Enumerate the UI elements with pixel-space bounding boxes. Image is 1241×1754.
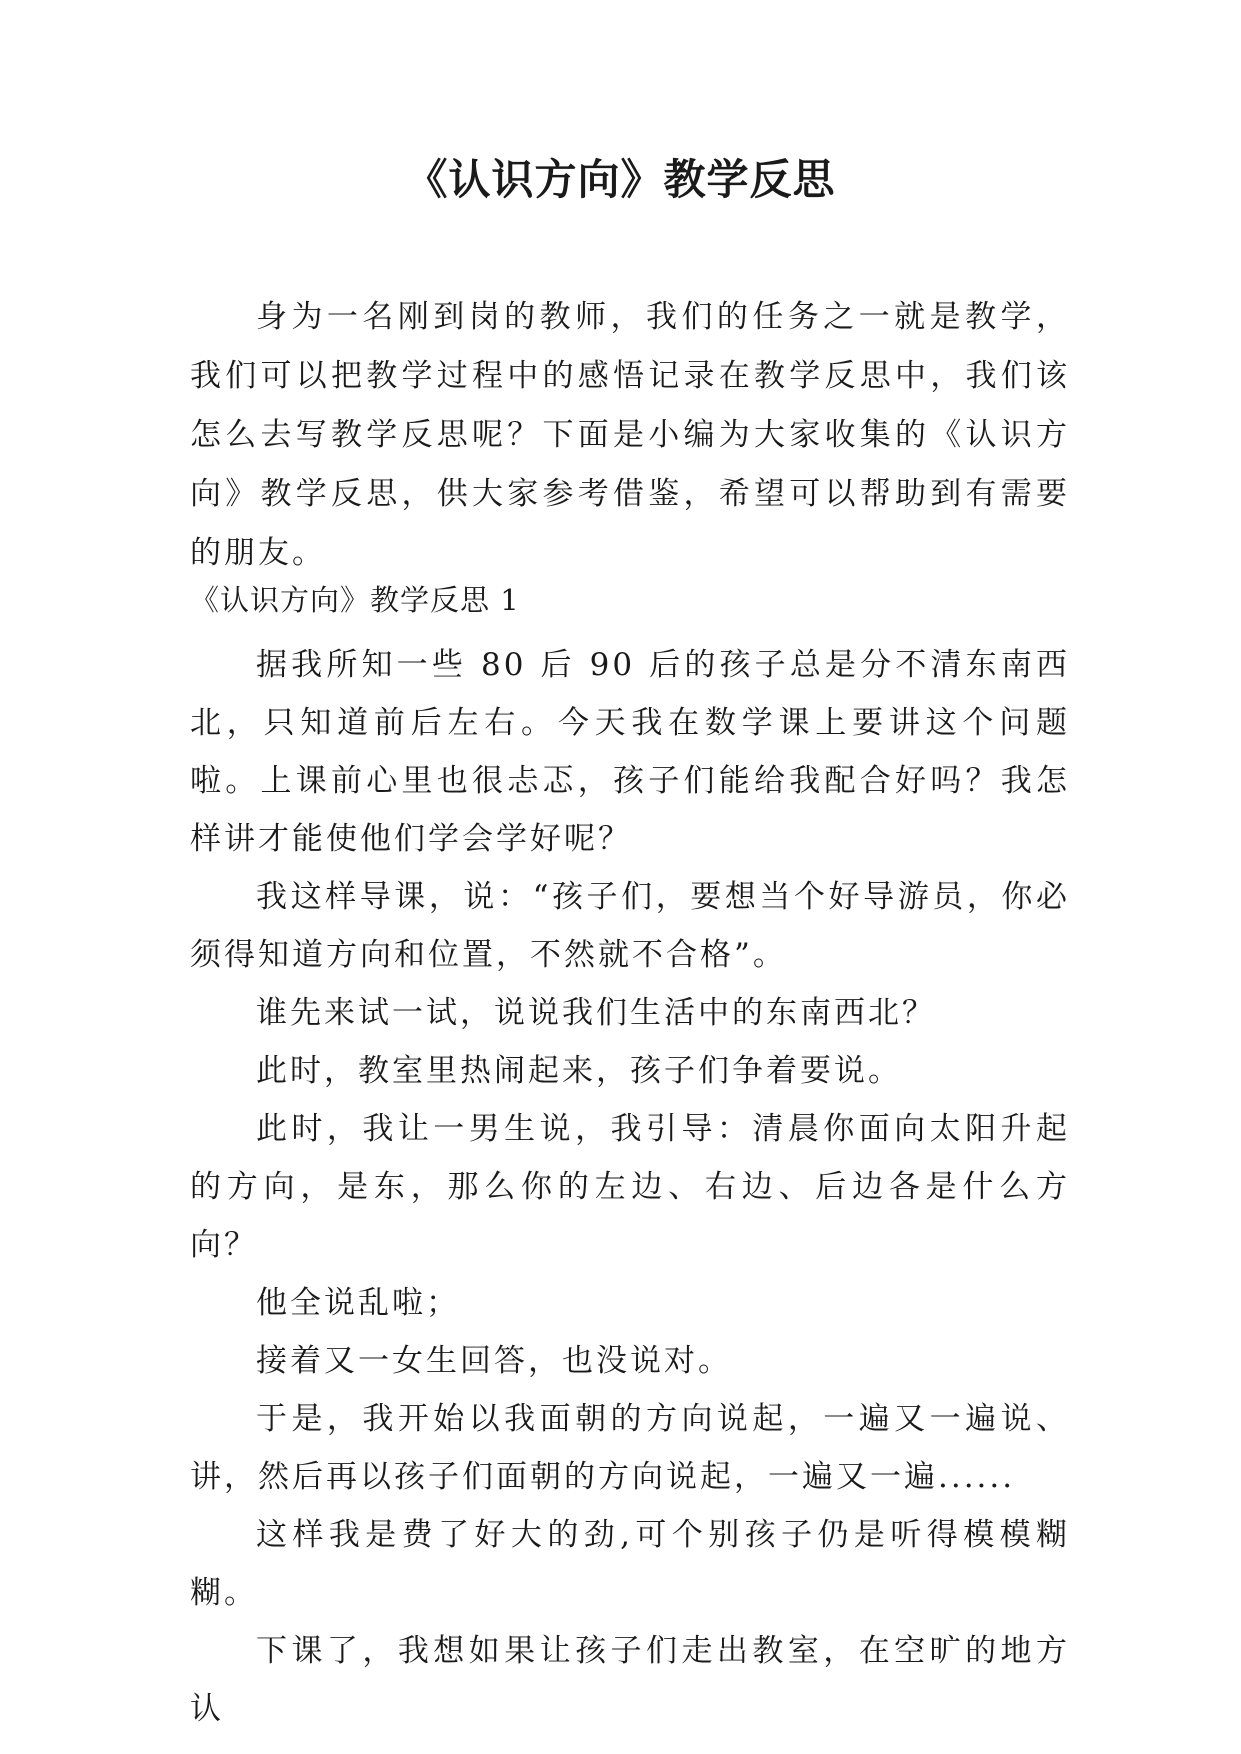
body-paragraph: 此时，教室里热闹起来，孩子们争着要说。 xyxy=(256,1053,902,1089)
body-paragraph: 他全说乱啦； xyxy=(256,1285,460,1321)
section-heading: 《认识方向》教学反思 1 xyxy=(190,583,520,617)
document-title: 《认识方向》教学反思 xyxy=(405,155,836,204)
body-paragraph: 此时，我让一男生说，我引导：清晨你面向太阳升起的方向，是东，那么你的左边、右边、后边各是什么方向？ xyxy=(190,1111,1070,1263)
body-paragraph: 下课了，我想如果让孩子们走出教室，在空旷的地方认 xyxy=(190,1633,1070,1727)
body-paragraph: 接着又一女生回答，也没说对。 xyxy=(256,1343,732,1379)
body-paragraph: 谁先来试一试，说说我们生活中的东南西北？ xyxy=(256,995,936,1031)
intro-paragraph: 身为一名刚到岗的教师，我们的任务之一就是教学，我们可以把教学过程中的感悟记录在教学反思中，我们该怎么去写教学反思呢？下面是小编为大家收集的《认识方向》教学反思，供大家参考借鉴，希望可以帮助到有需要的朋友。 xyxy=(190,299,1070,571)
body-paragraph: 据我所知一些 80 后 90 后的孩子总是分不清东南西北，只知道前后左右。今天我在数学课上要讲这个问题啦。上课前心里也很忐忑，孩子们能给我配合好吗？我怎样讲才能使他们学会学好呢？ xyxy=(190,647,1070,857)
body-paragraph: 我这样导课，说：“孩子们，要想当个好导游员，你必须得知道方向和位置，不然就不合格”。 xyxy=(190,879,1070,973)
body-paragraph: 于是，我开始以我面朝的方向说起，一遍又一遍说、讲，然后再以孩子们面朝的方向说起，一遍又一遍...... xyxy=(190,1401,1070,1495)
body-paragraph: 这样我是费了好大的劲,可个别孩子仍是听得模模糊糊。 xyxy=(190,1517,1070,1611)
section-body xyxy=(190,636,1070,1738)
